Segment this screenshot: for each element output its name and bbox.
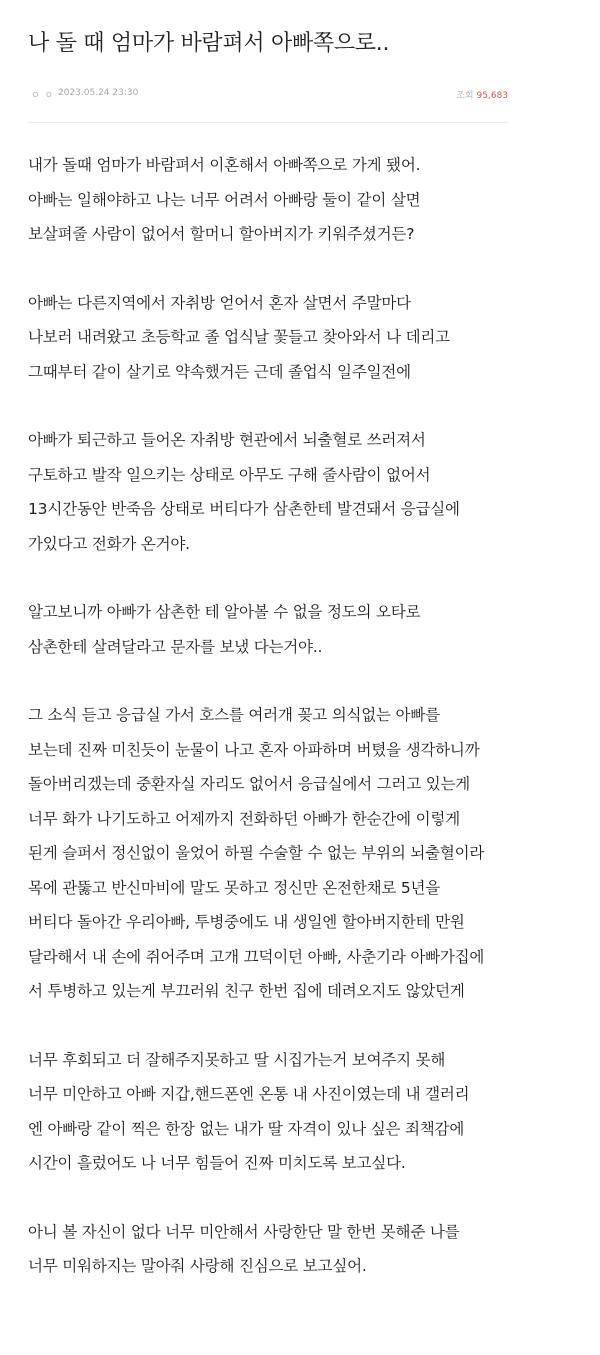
text-line: 내가 돌때 엄마가 바람펴서 이혼해서 아빠쪽으로 가게 됐어. [28, 156, 421, 174]
text-line: 알고보니까 아빠가 삼촌한 테 알아볼 수 없을 정도의 오타로 [28, 603, 421, 621]
paragraph [28, 423, 573, 561]
text-line: 너무 미안하고 아빠 지갑,핸드폰엔 온통 내 사진이였는데 내 갤러리 [28, 1085, 470, 1103]
text-line: 그 소식 듣고 응급실 가서 호스를 여러개 꽂고 의식없는 아빠를 [28, 706, 440, 724]
post-meta [28, 88, 508, 102]
text-line: 가있다고 전화가 온거야. [28, 534, 190, 553]
text-line: 달라해서 내 손에 쥐어주며 고개 끄덕이던 아빠, 사춘기라 아빠가집에 [28, 947, 485, 966]
paragraph [28, 1043, 573, 1181]
paragraph-gap [28, 664, 573, 698]
paragraph [28, 148, 573, 252]
paragraph [28, 698, 573, 1009]
text-line: 서 투병하고 있는게 부끄러워 친구 한번 집에 데려오지도 않았던게 [28, 982, 465, 1000]
text-line: 보살펴줄 사람이 없어서 할머니 할아버지가 키워주셨거든? [28, 225, 415, 243]
text-line: 엔 아빠랑 같이 찍은 한장 없는 내가 딸 자격이 있나 싶은 죄책감에 [28, 1119, 465, 1138]
post-date: 2023.05.24 23:30 [58, 88, 139, 98]
text-line: 삼촌한테 살려달라고 문자를 보냈 다는거야.. [28, 637, 323, 656]
view-count-value: 95,683 [476, 91, 508, 101]
text-line: 구토하고 발작 일으키는 상태로 아무도 구해 줄사람이 없어서 [28, 465, 431, 484]
paragraph [28, 286, 573, 390]
text-line: 너무 화가 나기도하고 어제까지 전화하던 아빠가 한순간에 이렇게 [28, 809, 460, 828]
text-line: 너무 미워하지는 말아줘 사랑해 진심으로 보고싶어. [28, 1257, 367, 1275]
paragraph [28, 1215, 573, 1284]
text-line: 아빠는 일해야하고 나는 너무 어려서 아빠랑 둘이 같이 살면 [28, 190, 421, 209]
text-line: 너무 후회되고 더 잘해주지못하고 딸 시집가는거 보여주지 못해 [28, 1050, 446, 1069]
text-line: 목에 관뚫고 반신마비에 말도 못하고 정신만 온전한채로 5년을 [28, 878, 441, 897]
text-line: 나보러 내려왔고 초등학교 졸 업식날 꽃들고 찾아와서 나 데리고 [28, 328, 450, 346]
view-count-label: 조회 [456, 91, 474, 101]
header-divider [28, 122, 508, 123]
text-line: 버티다 돌아간 우리아빠, 투병중에도 내 생일엔 할아버지한테 만원 [28, 913, 465, 931]
paragraph-gap [28, 252, 573, 286]
paragraph-gap [28, 1181, 573, 1215]
text-line: 아니 볼 자신이 없다 너무 미안해서 사랑한단 말 한번 못해준 나를 [28, 1222, 460, 1241]
paragraph [28, 595, 573, 664]
text-line: 아빠는 다른지역에서 자취방 얻어서 혼자 살면서 주말마다 [28, 293, 411, 312]
text-line: 아빠가 퇴근하고 들어온 자취방 현관에서 뇌출혈로 쓰러져서 [28, 431, 426, 449]
text-line: 시간이 흘렀어도 나 너무 힘들어 진짜 미치도록 보고싶다. [28, 1154, 406, 1172]
text-line: 13시간동안 반죽음 상태로 버티다가 삼촌한테 발견돼서 응급실에 [28, 500, 460, 518]
post-title: 나 돌 때 엄마가 바람펴서 아빠쪽으로.. [28, 31, 390, 56]
paragraph-gap [28, 561, 573, 595]
author-name[interactable]: ㅇ ㅇ [31, 91, 55, 101]
text-line: 보는데 진짜 미친듯이 눈물이 나고 혼자 아파하며 버텼을 생각하니까 [28, 740, 480, 759]
text-line: 돌아버리겠는데 중환자실 자리도 없어서 응급실에서 그러고 있는게 [28, 775, 471, 793]
view-count [456, 88, 508, 101]
paragraph-gap [28, 1009, 573, 1043]
paragraph-gap [28, 389, 573, 423]
text-line: 그때부터 같이 살기로 약속했거든 근데 졸업식 일주일전에 [28, 362, 411, 381]
post-body [28, 148, 573, 1284]
text-line: 된게 슬퍼서 정신없이 울었어 하필 수술할 수 없는 부위의 뇌출혈이라 [28, 844, 485, 862]
